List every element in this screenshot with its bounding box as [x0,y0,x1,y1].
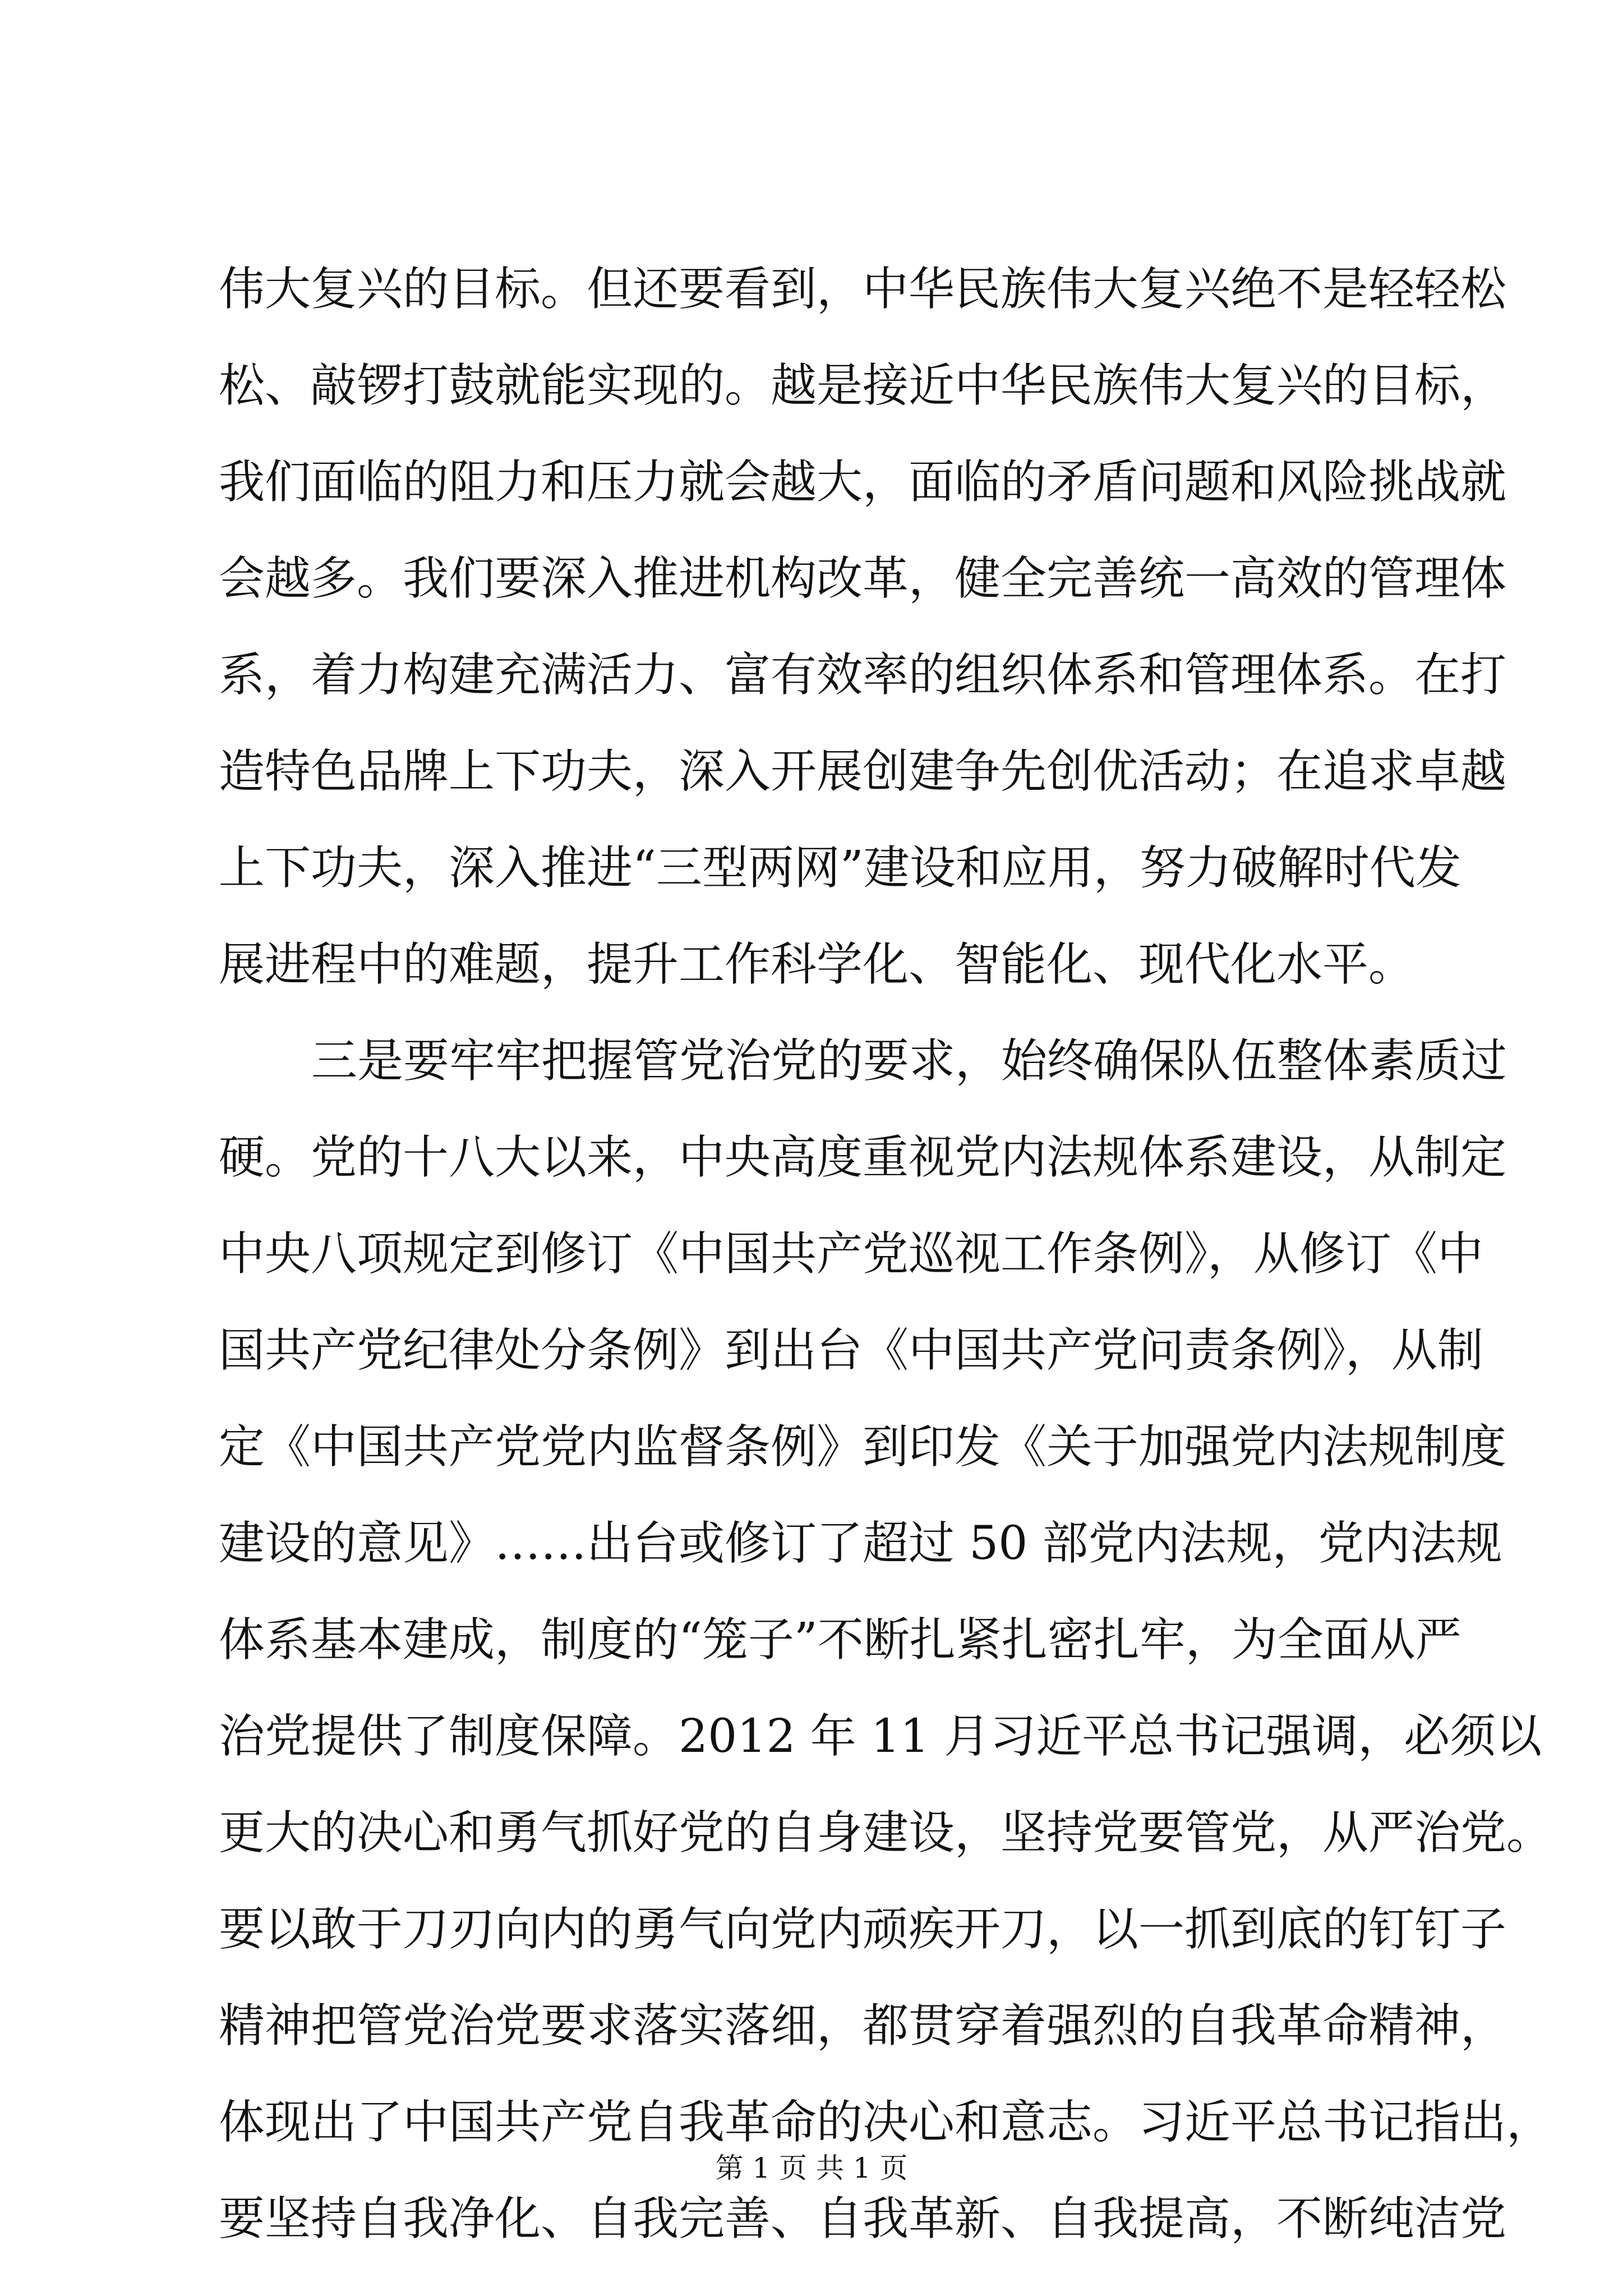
text-line: 硬。党的十八大以来，中央高度重视党内法规体系建设，从制定 [219,1131,1507,1184]
text-line: 我们面临的阻力和压力就会越大，面临的矛盾问题和风险挑战就 [219,455,1507,509]
text-line: 国共产党纪律处分条例》到出台《中国共产党问责条例》，从制 [219,1324,1484,1377]
text-line: 体系基本建成，制度的“笼子”不断扎紧扎密扎牢，为全面从严 [219,1613,1461,1667]
text-line: 中央八项规定到修订《中国共产党巡视工作条例》，从修订《中 [219,1227,1484,1281]
text-line: 会越多。我们要深入推进机构改革，健全完善统一高效的管理体 [219,552,1507,605]
text-line: 要以敢于刀刃向内的勇气向党内顽疾开刀，以一抓到底的钉钉子 [219,1903,1507,1956]
text-line: 伟大复兴的目标。但还要看到，中华民族伟大复兴绝不是轻轻松 [219,263,1507,316]
text-line: 精神把管党治党要求落实落细，都贯穿着强烈的自我革命精神， [219,1999,1507,2053]
text-line: 定《中国共产党党内监督条例》到印发《关于加强党内法规制度 [219,1420,1507,1474]
text-line: 体现出了中国共产党自我革命的决心和意志。习近平总书记指出， [219,2096,1553,2149]
text-line: 松、敲锣打鼓就能实现的。越是接近中华民族伟大复兴的目标， [219,359,1507,412]
page-number-label: 第 1 页 共 1 页 [715,2152,908,2184]
text-line: 建设的意见》……出台或修订了超过 50 部党内法规，党内法规 [219,1517,1502,1570]
text-line: 要坚持自我净化、自我完善、自我革新、自我提高，不断纯洁党 [219,2192,1507,2246]
text-line: 治党提供了制度保障。2012 年 11 月习近平总书记强调，必须以 [219,1710,1542,1763]
paragraph-first-line: 三是要牢牢把握管党治党的要求，始终确保队伍整体素质过 [311,1034,1507,1088]
text-line: 系，着力构建充满活力、富有效率的组织体系和管理体系。在打 [219,648,1507,702]
body-text [219,241,1553,2267]
text-line: 更大的决心和勇气抓好党的自身建设，坚持党要管党，从严治党。 [219,1806,1553,1860]
text-line: 上下功夫，深入推进“三型两网”建设和应用，努力破解时代发 [219,841,1461,895]
page-footer [0,2148,1623,2188]
text-line: 展进程中的难题，提升工作科学化、智能化、现代化水平。 [219,938,1415,991]
text-line: 造特色品牌上下功夫，深入开展创建争先创优活动；在追求卓越 [219,745,1507,798]
